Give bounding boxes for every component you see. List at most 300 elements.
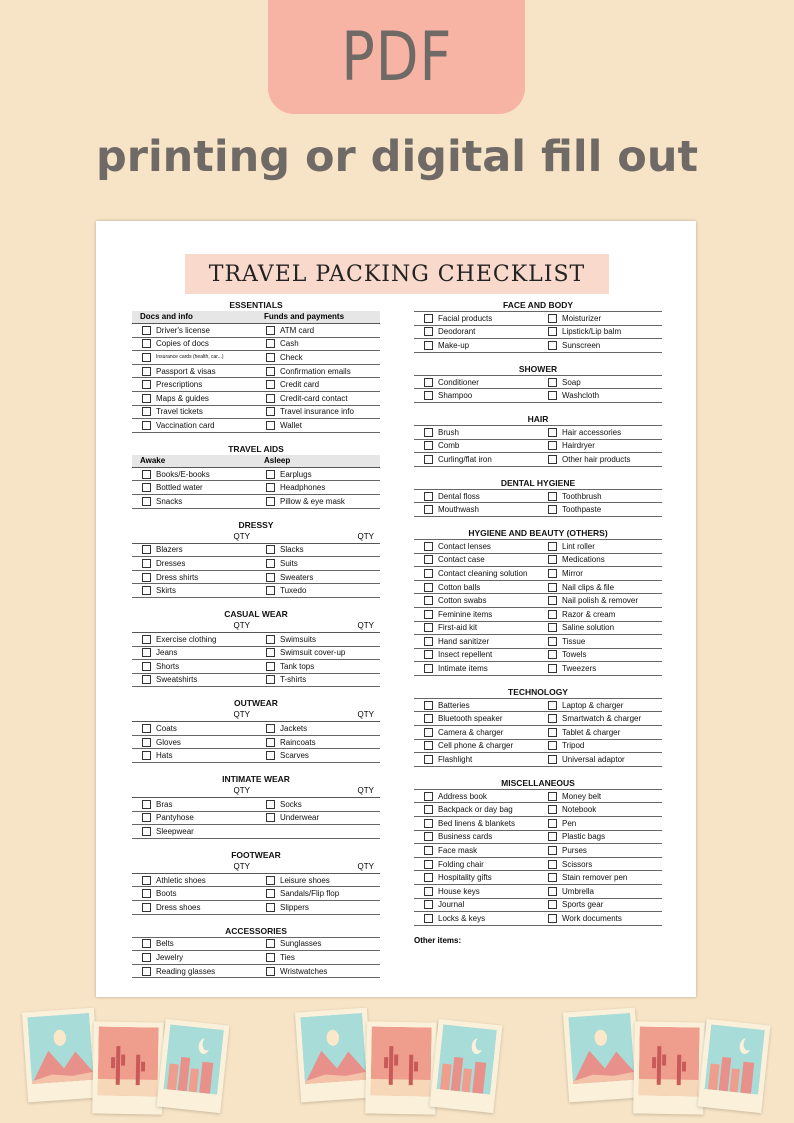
checklist-item	[132, 647, 256, 660]
checklist-row	[414, 503, 662, 517]
checkbox[interactable]	[424, 569, 433, 578]
checklist-item	[414, 635, 538, 648]
item-label: Jewelry	[156, 953, 184, 963]
item-label: Check	[280, 352, 303, 362]
checkbox[interactable]	[424, 428, 433, 437]
checkbox[interactable]	[266, 939, 275, 948]
checkbox[interactable]	[142, 813, 151, 822]
checkbox[interactable]	[548, 555, 557, 564]
item-label: Other hair products	[562, 454, 631, 464]
checklist-title: TRAVEL PACKING CHECKLIST	[208, 261, 586, 287]
checklist-item	[132, 722, 256, 735]
checkbox[interactable]	[424, 583, 433, 592]
checkbox[interactable]	[142, 421, 151, 430]
checklist-item	[414, 581, 538, 594]
checkbox[interactable]	[424, 846, 433, 855]
checkbox[interactable]	[142, 559, 151, 568]
checklist-item	[538, 885, 662, 898]
section-column-headers	[132, 311, 380, 324]
checklist-row	[414, 594, 662, 608]
checklist-item	[414, 389, 538, 402]
qty-header-row	[132, 531, 380, 544]
checkbox[interactable]	[424, 596, 433, 605]
checkbox[interactable]	[548, 341, 557, 350]
checkbox[interactable]	[266, 559, 275, 568]
checkbox[interactable]	[142, 967, 151, 976]
checklist-section	[132, 773, 380, 839]
checkbox[interactable]	[548, 637, 557, 646]
checklist-row	[414, 698, 662, 713]
checklist-item	[132, 324, 256, 337]
checkbox[interactable]	[548, 819, 557, 828]
item-label: Snacks	[156, 496, 183, 506]
checkbox[interactable]	[424, 341, 433, 350]
checkbox[interactable]	[266, 470, 275, 479]
checkbox[interactable]	[266, 967, 275, 976]
checklist-item	[132, 812, 256, 825]
item-label: Raincoats	[280, 737, 316, 747]
checkbox[interactable]	[142, 380, 151, 389]
checkbox[interactable]	[424, 327, 433, 336]
section-title: ACCESSORIES	[225, 925, 287, 936]
checklist-row	[414, 803, 662, 817]
item-label: Business cards	[438, 832, 493, 842]
item-label: Toothbrush	[562, 491, 602, 501]
checkbox[interactable]	[548, 623, 557, 632]
mountain-illustration	[27, 1013, 94, 1084]
checklist-item	[538, 635, 662, 648]
qty-header-row	[132, 620, 380, 633]
checkbox[interactable]	[142, 483, 151, 492]
checklist-item	[538, 699, 662, 712]
item-label: Hairdryer	[562, 441, 595, 451]
checklist-row	[414, 539, 662, 554]
checkbox[interactable]	[424, 701, 433, 710]
item-label: Bed linens & blankets	[438, 818, 515, 828]
checklist-row	[414, 726, 662, 740]
checkbox[interactable]	[266, 724, 275, 733]
checkbox[interactable]	[266, 751, 275, 760]
checklist-row	[132, 749, 380, 763]
checkbox[interactable]	[142, 648, 151, 657]
checkbox[interactable]	[424, 555, 433, 564]
checkbox[interactable]	[548, 741, 557, 750]
checklist-item	[538, 871, 662, 884]
checkbox[interactable]	[266, 635, 275, 644]
checkbox[interactable]	[424, 900, 433, 909]
checkbox[interactable]	[424, 860, 433, 869]
mountain-illustration	[300, 1013, 367, 1084]
checkbox[interactable]	[142, 470, 151, 479]
checkbox[interactable]	[142, 953, 151, 962]
item-label: Medications	[562, 555, 605, 565]
item-label: Slippers	[280, 902, 309, 912]
checklist-item	[414, 567, 538, 580]
checkbox[interactable]	[142, 367, 151, 376]
checkbox[interactable]	[142, 497, 151, 506]
item-label: Universal adaptor	[562, 755, 625, 765]
checkbox[interactable]	[266, 326, 275, 335]
checkbox[interactable]	[142, 339, 151, 348]
checklist-row	[414, 389, 662, 403]
checklist-item	[256, 571, 380, 584]
checkbox[interactable]	[548, 596, 557, 605]
item-label: Earplugs	[280, 469, 312, 479]
qty-label: QTY	[357, 710, 374, 720]
checklist-item	[414, 490, 538, 503]
item-label: Plastic bags	[562, 832, 606, 842]
checklist-sheet	[96, 221, 696, 997]
checkbox[interactable]	[548, 314, 557, 323]
checkbox[interactable]	[142, 800, 151, 809]
checkbox[interactable]	[424, 714, 433, 723]
checkbox[interactable]	[142, 635, 151, 644]
checklist-item	[256, 660, 380, 673]
checklist-section	[132, 608, 380, 687]
checklist-item	[538, 622, 662, 635]
checklist-row	[414, 817, 662, 831]
checklist-row	[132, 419, 380, 433]
checklist-section	[132, 299, 380, 433]
checkbox[interactable]	[142, 545, 151, 554]
checklist-item	[538, 540, 662, 553]
mountain-photo	[295, 1008, 373, 1103]
item-label: Camera & charger	[438, 727, 504, 737]
checkbox[interactable]	[266, 367, 275, 376]
checkbox[interactable]	[424, 492, 433, 501]
item-label: Tank tops	[280, 661, 315, 671]
checkbox[interactable]	[266, 573, 275, 582]
checklist-item	[132, 951, 256, 964]
item-label: Cell phone & charger	[438, 741, 514, 751]
checkbox[interactable]	[424, 314, 433, 323]
checklist-item	[538, 594, 662, 607]
checklist-row	[414, 753, 662, 767]
checklist-item	[414, 790, 538, 803]
checklist-row	[132, 965, 380, 979]
item-label: Wristwatches	[280, 966, 328, 976]
checklist-item	[256, 557, 380, 570]
checklist-row	[132, 406, 380, 420]
checklist-row	[132, 647, 380, 661]
checkbox[interactable]	[548, 492, 557, 501]
checkbox[interactable]	[424, 914, 433, 923]
checkbox[interactable]	[424, 664, 433, 673]
checklist-item	[256, 901, 380, 914]
checkbox[interactable]	[142, 876, 151, 885]
checkbox[interactable]	[548, 327, 557, 336]
item-label: Stain remover pen	[562, 873, 628, 883]
checklist-item	[132, 392, 256, 405]
checklist-item	[256, 951, 380, 964]
qty-header-row	[132, 709, 380, 722]
qty-label: QTY	[233, 786, 250, 796]
checkbox[interactable]	[548, 391, 557, 400]
checklist-item	[132, 660, 256, 673]
mountain-photo	[563, 1008, 641, 1103]
cactus-illustration	[639, 1026, 700, 1096]
checkbox[interactable]	[142, 903, 151, 912]
checklist-item	[538, 503, 662, 516]
checklist-item	[538, 740, 662, 753]
checklist-row	[132, 351, 380, 365]
checkbox[interactable]	[266, 483, 275, 492]
checklist-item	[132, 965, 256, 978]
item-label: Travel tickets	[156, 407, 203, 417]
item-label: Nail polish & remover	[562, 596, 639, 606]
checklist-item	[256, 798, 380, 811]
checkbox[interactable]	[548, 887, 557, 896]
checkbox[interactable]	[548, 805, 557, 814]
checklist-item	[538, 899, 662, 912]
checkbox[interactable]	[142, 738, 151, 747]
item-label: Cotton swabs	[438, 596, 487, 606]
item-label: Feminine items	[438, 609, 493, 619]
item-label: Dress shoes	[156, 902, 201, 912]
checkbox[interactable]	[424, 455, 433, 464]
checkbox[interactable]	[142, 939, 151, 948]
item-label: Hair accessories	[562, 427, 622, 437]
checkbox[interactable]	[548, 860, 557, 869]
checkbox[interactable]	[548, 832, 557, 841]
section-title: DENTAL HYGIENE	[500, 477, 576, 488]
checkbox[interactable]	[548, 755, 557, 764]
checkbox[interactable]	[424, 755, 433, 764]
checkbox[interactable]	[266, 394, 275, 403]
checkbox[interactable]	[142, 675, 151, 684]
checkbox[interactable]	[424, 728, 433, 737]
checkbox[interactable]	[424, 637, 433, 646]
checklist-item	[132, 938, 256, 951]
item-label: First-aid kit	[438, 623, 478, 633]
checklist-item	[538, 581, 662, 594]
item-label: Sunscreen	[562, 340, 601, 350]
checklist-item	[414, 858, 538, 871]
checkbox[interactable]	[266, 876, 275, 885]
checkbox[interactable]	[266, 353, 275, 362]
checklist-item	[414, 649, 538, 662]
checklist-item	[414, 622, 538, 635]
item-label: Gloves	[156, 737, 181, 747]
checklist-item	[256, 736, 380, 749]
checkbox[interactable]	[424, 887, 433, 896]
item-label: Scissors	[562, 859, 593, 869]
item-label: Comb	[438, 441, 460, 451]
checkbox[interactable]	[142, 827, 151, 836]
checkbox[interactable]	[548, 610, 557, 619]
item-label: Copies of docs	[156, 339, 209, 349]
checklist-item	[538, 389, 662, 402]
checkbox[interactable]	[266, 380, 275, 389]
item-label: Work documents	[562, 913, 622, 923]
item-label: Cash	[280, 339, 299, 349]
checklist-row	[414, 581, 662, 595]
checkbox[interactable]	[548, 542, 557, 551]
checkbox[interactable]	[266, 339, 275, 348]
checkbox[interactable]	[142, 751, 151, 760]
checkbox[interactable]	[548, 583, 557, 592]
checkbox[interactable]	[424, 542, 433, 551]
checkbox[interactable]	[548, 378, 557, 387]
checkbox[interactable]	[548, 846, 557, 855]
checkbox[interactable]	[142, 407, 151, 416]
item-label: Tweezers	[562, 664, 597, 674]
checklist-item	[414, 831, 538, 844]
checklist-section	[414, 527, 662, 676]
checkbox[interactable]	[266, 545, 275, 554]
checkbox[interactable]	[424, 741, 433, 750]
checkbox[interactable]	[548, 441, 557, 450]
checklist-row	[132, 722, 380, 736]
checkbox[interactable]	[266, 889, 275, 898]
checkbox[interactable]	[548, 914, 557, 923]
checkbox[interactable]	[548, 664, 557, 673]
item-label: Tripod	[562, 741, 585, 751]
checklist-item	[256, 633, 380, 646]
checkbox[interactable]	[266, 738, 275, 747]
checklist-section	[414, 299, 662, 353]
item-label: Shampoo	[438, 391, 473, 401]
qty-header-row	[132, 785, 380, 798]
item-label: Hats	[156, 751, 173, 761]
checkbox[interactable]	[548, 900, 557, 909]
checkbox[interactable]	[266, 421, 275, 430]
checkbox[interactable]	[424, 441, 433, 450]
checkbox[interactable]	[424, 792, 433, 801]
item-label: Towels	[562, 650, 587, 660]
checklist-row	[414, 622, 662, 636]
checklist-item	[256, 406, 380, 419]
checklist-section	[414, 363, 662, 403]
section-title: FACE AND BODY	[502, 300, 574, 310]
item-label: Jeans	[156, 648, 178, 658]
checkbox[interactable]	[548, 728, 557, 737]
checkbox[interactable]	[266, 903, 275, 912]
checkbox[interactable]	[424, 805, 433, 814]
badge-text: PDF	[340, 17, 453, 97]
checkbox[interactable]	[548, 569, 557, 578]
section-title: FOOTWEAR	[231, 849, 281, 860]
checklist-row	[414, 440, 662, 454]
checklist-item	[132, 749, 256, 762]
checklist-row	[414, 311, 662, 326]
checklist-item	[132, 338, 256, 351]
checklist-item	[132, 495, 256, 508]
item-label: Nail clips & file	[562, 582, 615, 592]
item-label: Pen	[562, 818, 577, 828]
checkbox[interactable]	[142, 394, 151, 403]
checklist-item	[414, 803, 538, 816]
checkbox[interactable]	[266, 648, 275, 657]
cactus-photo	[92, 1021, 164, 1114]
checklist-section	[132, 925, 380, 979]
checkbox[interactable]	[424, 505, 433, 514]
section-title: CASUAL WEAR	[224, 608, 288, 619]
item-label: Credit card	[280, 380, 320, 390]
checkbox[interactable]	[142, 586, 151, 595]
item-label: Curling/flat iron	[438, 454, 492, 464]
item-label: Smartwatch & charger	[562, 714, 642, 724]
item-label: Sleepwear	[156, 827, 194, 837]
checklist-item	[256, 938, 380, 951]
checkbox[interactable]	[266, 497, 275, 506]
section-title: HYGIENE AND BEAUTY (OTHERS)	[468, 527, 608, 538]
checkbox[interactable]	[142, 353, 151, 362]
checkbox[interactable]	[266, 407, 275, 416]
checkbox[interactable]	[424, 832, 433, 841]
checklist-row	[414, 649, 662, 663]
checkbox[interactable]	[548, 455, 557, 464]
city-photo	[157, 1019, 230, 1113]
checkbox[interactable]	[142, 724, 151, 733]
checkbox[interactable]	[548, 714, 557, 723]
checklist-row	[132, 378, 380, 392]
item-label: Shorts	[156, 661, 180, 671]
checkbox[interactable]	[548, 505, 557, 514]
checkbox[interactable]	[548, 428, 557, 437]
checkbox[interactable]	[266, 800, 275, 809]
checkbox[interactable]	[424, 873, 433, 882]
checklist-item	[538, 608, 662, 621]
checklist-section	[414, 413, 662, 467]
checkbox[interactable]	[266, 813, 275, 822]
qty-label: QTY	[233, 620, 250, 630]
checkbox[interactable]	[424, 650, 433, 659]
checklist-row	[414, 899, 662, 913]
checkbox[interactable]	[266, 953, 275, 962]
item-label: Belts	[156, 939, 174, 949]
checkbox[interactable]	[424, 391, 433, 400]
checkbox[interactable]	[548, 873, 557, 882]
checklist-item	[414, 326, 538, 339]
item-label: Coats	[156, 724, 177, 734]
item-label: Hand sanitizer	[438, 636, 490, 646]
checkbox[interactable]	[142, 326, 151, 335]
checklist-item	[256, 392, 380, 405]
checkbox[interactable]	[266, 586, 275, 595]
checklist-row	[414, 375, 662, 390]
checkbox[interactable]	[548, 792, 557, 801]
item-label: Face mask	[438, 846, 478, 856]
checklist-item	[414, 899, 538, 912]
checkbox[interactable]	[548, 701, 557, 710]
checklist-item	[256, 749, 380, 762]
item-label: Locks & keys	[438, 913, 486, 923]
checkbox[interactable]	[424, 623, 433, 632]
checkbox[interactable]	[142, 573, 151, 582]
checklist-row	[414, 608, 662, 622]
section-title: HAIR	[527, 413, 549, 424]
checkbox[interactable]	[266, 662, 275, 671]
checkbox[interactable]	[548, 650, 557, 659]
item-label: Bras	[156, 799, 173, 809]
checklist-row	[414, 740, 662, 754]
checkbox[interactable]	[142, 889, 151, 898]
checklist-row	[414, 339, 662, 353]
item-label: Laptop & charger	[562, 700, 624, 710]
checklist-row	[414, 844, 662, 858]
checklist-item	[538, 753, 662, 766]
city-illustration	[704, 1024, 764, 1094]
item-label: Socks	[280, 799, 302, 809]
checkbox[interactable]	[424, 610, 433, 619]
item-label: Insect repellent	[438, 650, 493, 660]
checkbox[interactable]	[266, 675, 275, 684]
checkbox[interactable]	[424, 819, 433, 828]
item-label: Hospitality gifts	[438, 873, 492, 883]
checkbox[interactable]	[424, 378, 433, 387]
checkbox[interactable]	[142, 662, 151, 671]
